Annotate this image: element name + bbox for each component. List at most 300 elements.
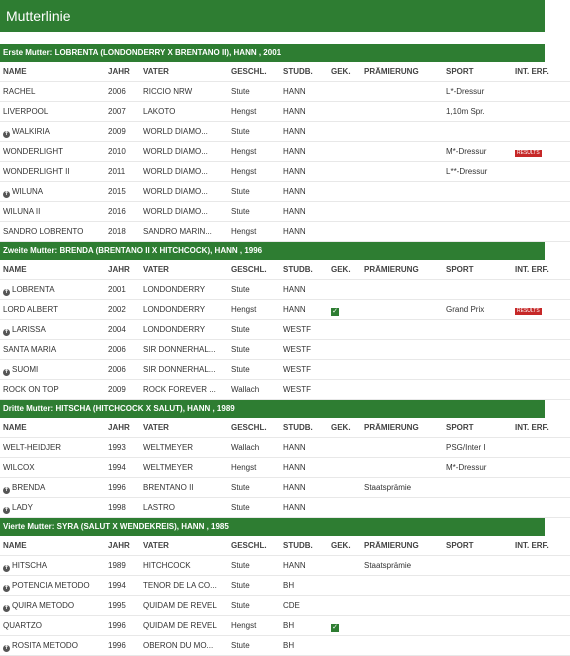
section-title: Erste Mutter: LOBRENTA (LONDONDERRY X BRENTANO II), HANN , 2001	[0, 44, 545, 62]
licensed-cell	[328, 380, 361, 400]
year-cell: 1989	[105, 556, 140, 576]
year-cell: 2006	[105, 340, 140, 360]
column-header: STUDB.	[280, 260, 328, 280]
award-cell	[361, 576, 443, 596]
column-header: GESCHL.	[228, 260, 280, 280]
international-results-cell	[512, 458, 570, 478]
sex-cell: Stute	[228, 122, 280, 142]
horse-name[interactable]: LIVERPOOL	[3, 107, 49, 116]
sire-cell: RICCIO NRW	[140, 82, 228, 102]
deceased-icon: ✝	[3, 369, 10, 375]
award-cell	[361, 636, 443, 656]
studbook-cell: HANN	[280, 438, 328, 458]
horse-name[interactable]: POTENCIA METODO	[12, 581, 90, 590]
studbook-cell: HANN	[280, 478, 328, 498]
licensed-cell	[328, 82, 361, 102]
sport-cell	[443, 340, 512, 360]
sport-cell: M*-Dressur	[443, 458, 512, 478]
table-row[interactable]	[0, 122, 570, 142]
licensed-cell	[328, 162, 361, 182]
deceased-icon: ✝	[3, 507, 10, 513]
international-results-cell	[512, 380, 570, 400]
award-cell	[361, 280, 443, 300]
studbook-cell: BH	[280, 576, 328, 596]
horse-name[interactable]: WELT-HEIDJER	[3, 443, 62, 452]
deceased-icon: ✝	[3, 645, 10, 651]
column-header: SPORT	[443, 62, 512, 82]
licensed-cell	[328, 102, 361, 122]
column-header: PRÄMIERUNG	[361, 536, 443, 556]
horse-name[interactable]: LORD ALBERT	[3, 305, 58, 314]
sport-cell: PSG/Inter I	[443, 438, 512, 458]
horse-name[interactable]: SANTA MARIA	[3, 345, 57, 354]
award-cell	[361, 202, 443, 222]
sire-cell: WELTMEYER	[140, 438, 228, 458]
horse-name[interactable]: WILCOX	[3, 463, 35, 472]
table-row[interactable]	[0, 596, 570, 616]
column-header: PRÄMIERUNG	[361, 260, 443, 280]
international-results-cell	[512, 280, 570, 300]
column-header: JAHR	[105, 62, 140, 82]
column-header: GEK.	[328, 260, 361, 280]
sire-cell: LONDONDERRY	[140, 300, 228, 320]
horse-name-cell[interactable]	[0, 498, 105, 518]
checkmark-icon: ✓	[332, 308, 338, 315]
year-cell: 2002	[105, 300, 140, 320]
award-cell	[361, 182, 443, 202]
licensed-cell	[328, 556, 361, 576]
horse-name-cell[interactable]	[0, 280, 105, 300]
offspring-table	[0, 536, 570, 656]
column-header: VATER	[140, 260, 228, 280]
studbook-cell: HANN	[280, 82, 328, 102]
horse-name[interactable]: SUOMI	[12, 365, 39, 374]
studbook-cell: HANN	[280, 222, 328, 242]
table-row[interactable]	[0, 616, 570, 636]
year-cell: 1996	[105, 478, 140, 498]
international-results-cell	[512, 142, 570, 162]
column-header: NAME	[0, 62, 105, 82]
page-title: Mutterlinie	[6, 8, 71, 24]
studbook-cell: BH	[280, 616, 328, 636]
horse-name-cell[interactable]	[0, 360, 105, 380]
award-cell	[361, 82, 443, 102]
sex-cell: Hengst	[228, 162, 280, 182]
horse-name-cell[interactable]	[0, 616, 105, 636]
award-cell	[361, 222, 443, 242]
award-cell: Staatsprämie	[361, 478, 443, 498]
studbook-cell: CDE	[280, 596, 328, 616]
international-results-cell	[512, 162, 570, 182]
sport-cell	[443, 280, 512, 300]
horse-name-cell[interactable]	[0, 556, 105, 576]
table-row[interactable]	[0, 300, 570, 320]
section-title: Zweite Mutter: BRENDA (BRENTANO II X HITCHCOCK), HANN , 1996	[0, 242, 545, 260]
licensed-cell	[328, 616, 361, 636]
table-header-row	[0, 418, 570, 438]
table-row[interactable]	[0, 498, 570, 518]
international-results-cell	[512, 576, 570, 596]
sex-cell: Stute	[228, 202, 280, 222]
sex-cell: Stute	[228, 82, 280, 102]
deceased-icon: ✝	[3, 585, 10, 591]
column-header: INT. ERF.	[512, 62, 570, 82]
dam-line-content	[0, 44, 549, 656]
dam-line-panel	[0, 44, 549, 656]
studbook-cell: WESTF	[280, 360, 328, 380]
international-results-cell	[512, 102, 570, 122]
sport-cell	[443, 498, 512, 518]
sport-cell	[443, 478, 512, 498]
sex-cell: Stute	[228, 360, 280, 380]
year-cell: 2016	[105, 202, 140, 222]
award-cell	[361, 122, 443, 142]
sport-cell: L**-Dressur	[443, 162, 512, 182]
column-header: GESCHL.	[228, 62, 280, 82]
deceased-icon: ✝	[3, 131, 10, 137]
year-cell: 2004	[105, 320, 140, 340]
sire-cell: WORLD DIAMO...	[140, 182, 228, 202]
sire-cell: WORLD DIAMO...	[140, 202, 228, 222]
sire-cell: HITCHCOCK	[140, 556, 228, 576]
studbook-cell: HANN	[280, 458, 328, 478]
table-row[interactable]	[0, 280, 570, 300]
column-header: VATER	[140, 418, 228, 438]
sex-cell: Wallach	[228, 380, 280, 400]
horse-name-cell[interactable]	[0, 596, 105, 616]
column-header: PRÄMIERUNG	[361, 418, 443, 438]
sex-cell: Hengst	[228, 142, 280, 162]
licensed-cell	[328, 222, 361, 242]
international-results-cell	[512, 320, 570, 340]
award-cell	[361, 596, 443, 616]
sire-cell: QUIDAM DE REVEL	[140, 596, 228, 616]
column-header: JAHR	[105, 260, 140, 280]
year-cell: 2009	[105, 122, 140, 142]
award-cell	[361, 320, 443, 340]
award-cell: Staatsprämie	[361, 556, 443, 576]
international-results-cell	[512, 202, 570, 222]
table-row[interactable]	[0, 380, 570, 400]
international-results-cell	[512, 122, 570, 142]
year-cell: 1998	[105, 498, 140, 518]
award-cell	[361, 340, 443, 360]
sex-cell: Hengst	[228, 222, 280, 242]
deceased-icon: ✝	[3, 329, 10, 335]
sire-cell: ROCK FOREVER ...	[140, 380, 228, 400]
table-row[interactable]	[0, 636, 570, 656]
horse-name[interactable]: QUARTZO	[3, 621, 42, 630]
year-cell: 2009	[105, 380, 140, 400]
sire-cell: SANDRO MARIN...	[140, 222, 228, 242]
horse-name-cell[interactable]	[0, 102, 105, 122]
licensed-cell	[328, 576, 361, 596]
international-results-cell	[512, 556, 570, 576]
horse-name[interactable]: ROCK ON TOP	[3, 385, 59, 394]
licensed-cell	[328, 300, 361, 320]
international-results-cell	[512, 340, 570, 360]
licensed-cell	[328, 596, 361, 616]
international-results-cell	[512, 636, 570, 656]
horse-name-cell[interactable]	[0, 162, 105, 182]
column-header: VATER	[140, 62, 228, 82]
table-row[interactable]	[0, 142, 570, 162]
licensed-cell	[328, 320, 361, 340]
sport-cell	[443, 360, 512, 380]
award-cell	[361, 458, 443, 478]
column-header: SPORT	[443, 260, 512, 280]
sport-cell	[443, 122, 512, 142]
sire-cell: OBERON DU MO...	[140, 636, 228, 656]
award-cell	[361, 162, 443, 182]
licensed-cell	[328, 122, 361, 142]
international-results-cell	[512, 360, 570, 380]
sport-cell	[443, 556, 512, 576]
table-row[interactable]	[0, 458, 570, 478]
table-row[interactable]	[0, 478, 570, 498]
table-row[interactable]	[0, 102, 570, 122]
horse-name[interactable]: HITSCHA	[12, 561, 48, 570]
licensed-cell	[328, 360, 361, 380]
table-header-row	[0, 260, 570, 280]
table-row[interactable]	[0, 82, 570, 102]
horse-name-cell[interactable]	[0, 340, 105, 360]
column-header: GEK.	[328, 62, 361, 82]
year-cell: 2015	[105, 182, 140, 202]
sex-cell: Hengst	[228, 300, 280, 320]
horse-name[interactable]: WILUNA	[12, 187, 44, 196]
horse-name[interactable]: ROSITA METODO	[12, 641, 78, 650]
table-row[interactable]	[0, 182, 570, 202]
table-row[interactable]	[0, 340, 570, 360]
column-header: INT. ERF.	[512, 418, 570, 438]
horse-name-cell[interactable]	[0, 182, 105, 202]
column-header: STUDB.	[280, 536, 328, 556]
table-row[interactable]	[0, 556, 570, 576]
table-header-row	[0, 536, 570, 556]
sex-cell: Stute	[228, 556, 280, 576]
offspring-table	[0, 418, 570, 518]
horse-name[interactable]: WALKIRIA	[12, 127, 50, 136]
sire-cell: LONDONDERRY	[140, 320, 228, 340]
sex-cell: Stute	[228, 636, 280, 656]
licensed-cell	[328, 478, 361, 498]
horse-name[interactable]: WONDERLIGHT II	[3, 167, 70, 176]
horse-name[interactable]: QUIRA METODO	[12, 601, 75, 610]
horse-name[interactable]: RACHEL	[3, 87, 36, 96]
sire-cell: BRENTANO II	[140, 478, 228, 498]
horse-name-cell[interactable]	[0, 636, 105, 656]
international-results-cell	[512, 82, 570, 102]
sire-cell: LONDONDERRY	[140, 280, 228, 300]
sex-cell: Hengst	[228, 458, 280, 478]
licensed-cell	[328, 498, 361, 518]
sport-cell	[443, 576, 512, 596]
studbook-cell: HANN	[280, 300, 328, 320]
award-cell	[361, 616, 443, 636]
horse-name[interactable]: LARISSA	[12, 325, 46, 334]
horse-name-cell[interactable]	[0, 202, 105, 222]
deceased-icon: ✝	[3, 191, 10, 197]
sex-cell: Hengst	[228, 616, 280, 636]
sport-cell	[443, 182, 512, 202]
studbook-cell: HANN	[280, 162, 328, 182]
column-header: JAHR	[105, 536, 140, 556]
year-cell: 1995	[105, 596, 140, 616]
licensed-cell	[328, 458, 361, 478]
sex-cell: Stute	[228, 498, 280, 518]
column-header: GESCHL.	[228, 536, 280, 556]
column-header: GEK.	[328, 418, 361, 438]
horse-name-cell[interactable]	[0, 320, 105, 340]
sire-cell: LAKOTO	[140, 102, 228, 122]
column-header: GEK.	[328, 536, 361, 556]
award-cell	[361, 438, 443, 458]
year-cell: 1994	[105, 576, 140, 596]
studbook-cell: HANN	[280, 122, 328, 142]
horse-name[interactable]: WONDERLIGHT	[3, 147, 63, 156]
sport-cell	[443, 636, 512, 656]
horse-name-cell[interactable]	[0, 478, 105, 498]
column-header: STUDB.	[280, 62, 328, 82]
horse-name-cell[interactable]	[0, 576, 105, 596]
section-title: Dritte Mutter: HITSCHA (HITCHCOCK X SALUT), HANN , 1989	[0, 400, 545, 418]
horse-name[interactable]: BRENDA	[12, 483, 46, 492]
horse-name-cell[interactable]	[0, 300, 105, 320]
table-row[interactable]	[0, 320, 570, 340]
horse-name-cell[interactable]	[0, 82, 105, 102]
international-results-cell	[512, 438, 570, 458]
page-header	[0, 0, 545, 32]
sex-cell: Stute	[228, 320, 280, 340]
international-results-cell	[512, 616, 570, 636]
international-results-cell	[512, 498, 570, 518]
sport-cell	[443, 616, 512, 636]
licensed-cell	[328, 182, 361, 202]
sport-cell: M*-Dressur	[443, 142, 512, 162]
column-header: NAME	[0, 260, 105, 280]
horse-name[interactable]: WILUNA II	[3, 207, 41, 216]
international-results-cell	[512, 182, 570, 202]
international-results-cell	[512, 478, 570, 498]
sire-cell: WELTMEYER	[140, 458, 228, 478]
sire-cell: SIR DONNERHAL...	[140, 360, 228, 380]
award-cell	[361, 380, 443, 400]
sire-cell: SIR DONNERHAL...	[140, 340, 228, 360]
horse-name-cell[interactable]	[0, 380, 105, 400]
year-cell: 2007	[105, 102, 140, 122]
horse-name-cell[interactable]	[0, 438, 105, 458]
deceased-icon: ✝	[3, 565, 10, 571]
licensed-cell	[328, 340, 361, 360]
studbook-cell: WESTF	[280, 340, 328, 360]
studbook-cell: HANN	[280, 498, 328, 518]
horse-name[interactable]: LOBRENTA	[12, 285, 55, 294]
studbook-cell: HANN	[280, 556, 328, 576]
horse-name[interactable]: SANDRO LOBRENTO	[3, 227, 84, 236]
deceased-icon: ✝	[3, 289, 10, 295]
column-header: INT. ERF.	[512, 536, 570, 556]
licensed-cell	[328, 142, 361, 162]
award-cell	[361, 142, 443, 162]
checkmark-icon: ✓	[332, 624, 338, 631]
year-cell: 1996	[105, 616, 140, 636]
table-row[interactable]	[0, 438, 570, 458]
licensed-cell	[328, 202, 361, 222]
table-row[interactable]	[0, 360, 570, 380]
sex-cell: Stute	[228, 280, 280, 300]
licensed-cell	[328, 438, 361, 458]
sport-cell	[443, 320, 512, 340]
table-row[interactable]	[0, 576, 570, 596]
offspring-table	[0, 260, 570, 400]
award-cell	[361, 102, 443, 122]
year-cell: 2010	[105, 142, 140, 162]
international-results-cell	[512, 222, 570, 242]
licensed-cell	[328, 636, 361, 656]
sire-cell: WORLD DIAMO...	[140, 162, 228, 182]
table-row[interactable]	[0, 222, 570, 242]
licensed-cell	[328, 280, 361, 300]
sex-cell: Stute	[228, 340, 280, 360]
column-header: JAHR	[105, 418, 140, 438]
horse-name-cell[interactable]	[0, 222, 105, 242]
award-cell	[361, 300, 443, 320]
sport-cell: Grand Prix	[443, 300, 512, 320]
studbook-cell: HANN	[280, 182, 328, 202]
horse-name[interactable]: LADY	[12, 503, 33, 512]
year-cell: 2001	[105, 280, 140, 300]
year-cell: 1996	[105, 636, 140, 656]
table-row[interactable]	[0, 162, 570, 182]
column-header: SPORT	[443, 418, 512, 438]
studbook-cell: HANN	[280, 202, 328, 222]
year-cell: 2011	[105, 162, 140, 182]
horse-name-cell[interactable]	[0, 122, 105, 142]
sex-cell: Hengst	[228, 102, 280, 122]
column-header: STUDB.	[280, 418, 328, 438]
sex-cell: Stute	[228, 576, 280, 596]
sex-cell: Stute	[228, 596, 280, 616]
results-badge[interactable]: RESULTS	[517, 308, 540, 314]
table-row[interactable]	[0, 202, 570, 222]
year-cell: 2006	[105, 360, 140, 380]
horse-name-cell[interactable]	[0, 142, 105, 162]
offspring-table	[0, 62, 570, 242]
studbook-cell: WESTF	[280, 320, 328, 340]
sex-cell: Stute	[228, 182, 280, 202]
sport-cell: L*-Dressur	[443, 82, 512, 102]
sport-cell: 1,10m Spr.	[443, 102, 512, 122]
sire-cell: WORLD DIAMO...	[140, 122, 228, 142]
year-cell: 1993	[105, 438, 140, 458]
sire-cell: QUIDAM DE REVEL	[140, 616, 228, 636]
column-header: NAME	[0, 536, 105, 556]
section-title: Vierte Mutter: SYRA (SALUT X WENDEKREIS), HANN , 1985	[0, 518, 545, 536]
column-header: VATER	[140, 536, 228, 556]
sex-cell: Wallach	[228, 438, 280, 458]
studbook-cell: HANN	[280, 102, 328, 122]
sire-cell: TENOR DE LA CO...	[140, 576, 228, 596]
award-cell	[361, 498, 443, 518]
sire-cell: WORLD DIAMO...	[140, 142, 228, 162]
horse-name-cell[interactable]	[0, 458, 105, 478]
studbook-cell: HANN	[280, 280, 328, 300]
deceased-icon: ✝	[3, 487, 10, 493]
sire-cell: LASTRO	[140, 498, 228, 518]
sport-cell	[443, 222, 512, 242]
results-badge[interactable]: RESULTS	[517, 150, 540, 156]
